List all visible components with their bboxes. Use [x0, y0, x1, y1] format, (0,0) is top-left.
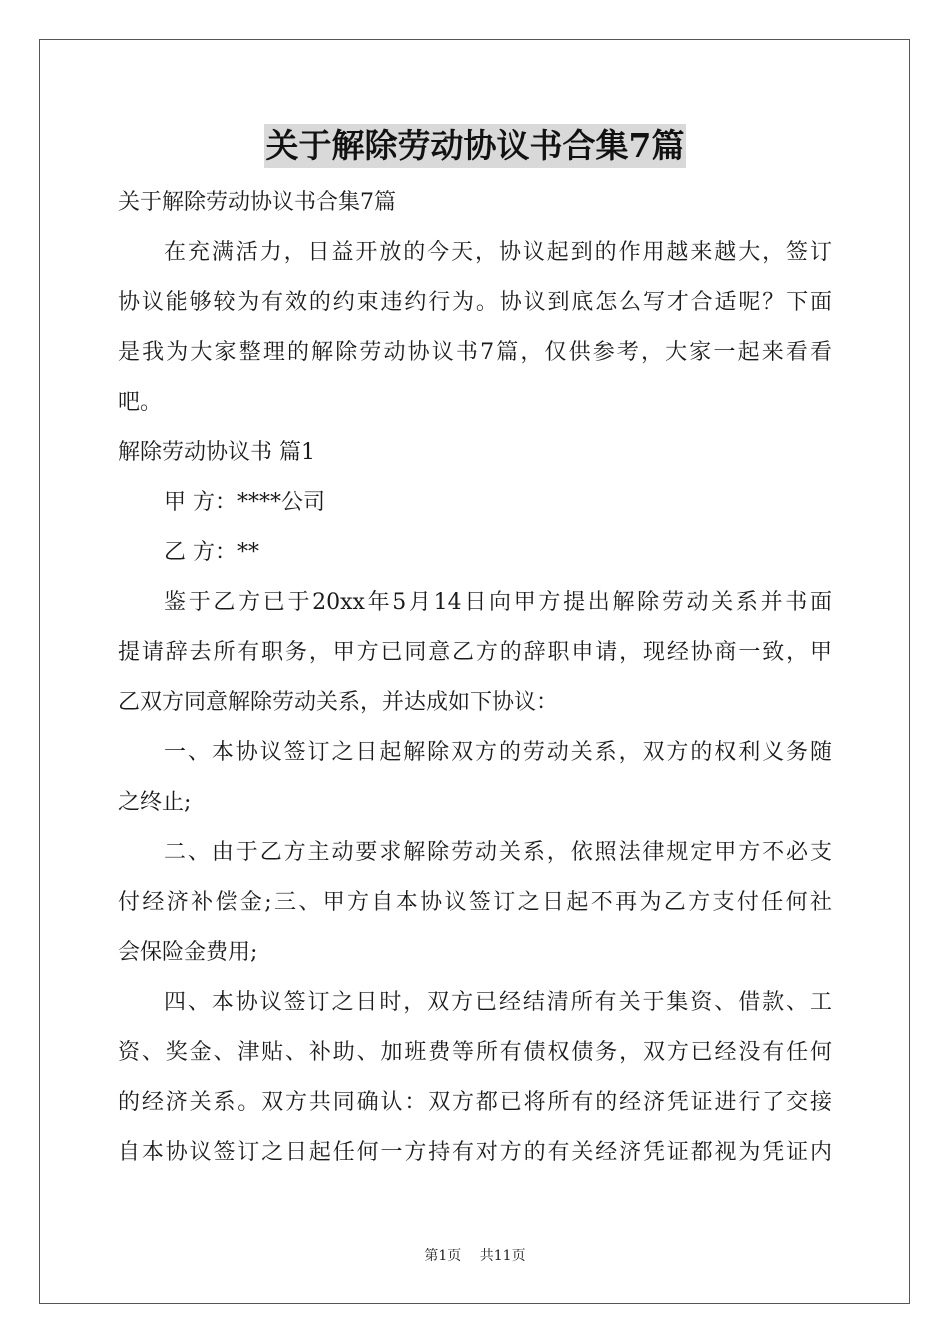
text-line: 乙双方同意解除劳动关系，并达成如下协议： [118, 690, 559, 715]
text-line: 一、本协议签订之日起解除双方的劳动关系，双方的权利义务随 [164, 740, 832, 765]
text-line: 甲 方：****公司 [164, 490, 325, 515]
page-total: 共11页 [479, 1248, 526, 1264]
text-line: 的经济关系。双方共同确认：双方都已将所有的经济凭证进行了交接 [118, 1090, 832, 1115]
document-body [118, 178, 832, 1178]
page-number: 第1页 [424, 1248, 462, 1264]
title-container [0, 124, 950, 168]
text-line: 关于解除劳动协议书合集7篇 [118, 190, 396, 215]
text-line: 吧。 [118, 390, 163, 415]
text-line: 会保险金费用; [118, 940, 258, 965]
text-line: 乙 方：** [164, 540, 259, 565]
text-line: 是我为大家整理的解除劳动协议书7篇，仅供参考，大家一起来看看 [118, 340, 832, 365]
text-line: 提请辞去所有职务，甲方已同意乙方的辞职申请，现经协商一致，甲 [118, 640, 832, 665]
page-footer [0, 1246, 950, 1266]
text-line: 四、本协议签订之日时，双方已经结清所有关于集资、借款、工 [164, 990, 832, 1015]
text-line: 解除劳动协议书 篇1 [118, 440, 315, 465]
text-line: 在充满活力，日益开放的今天，协议起到的作用越来越大，签订 [164, 240, 832, 265]
text-line: 资、奖金、津贴、补助、加班费等所有债权债务，双方已经没有任何 [118, 1040, 832, 1065]
text-line: 自本协议签订之日起任何一方持有对方的有关经济凭证都视为凭证内 [118, 1140, 832, 1165]
text-line: 协议能够较为有效的约束违约行为。协议到底怎么写才合适呢？下面 [118, 290, 832, 315]
text-line: 付经济补偿金;三、甲方自本协议签订之日起不再为乙方支付任何社 [118, 890, 832, 915]
document-title: 关于解除劳动协议书合集7篇 [264, 124, 687, 168]
text-line: 鉴于乙方已于20xx年5月14日向甲方提出解除劳动关系并书面 [164, 590, 832, 615]
text-line: 二、由于乙方主动要求解除劳动关系，依照法律规定甲方不必支 [164, 840, 832, 865]
text-line: 之终止; [118, 790, 192, 815]
